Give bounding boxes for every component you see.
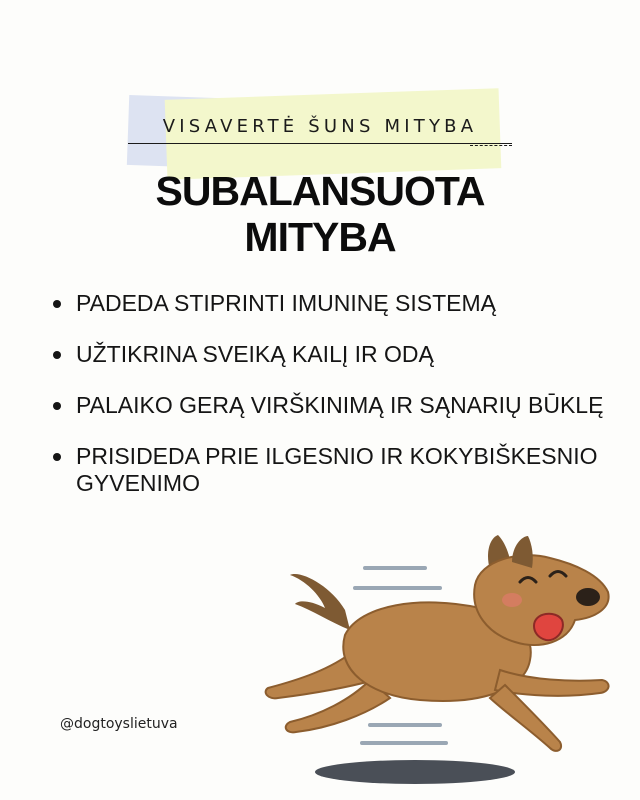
benefit-item: PALAIKO GERĄ VIRŠKINIMĄ IR SĄNARIŲ BŪKLĘ	[48, 392, 608, 419]
social-handle: @dogtoyslietuva	[60, 716, 178, 732]
dog-nose	[576, 588, 600, 606]
benefit-item: UŽTIKRINA SVEIKĄ KAILĮ IR ODĄ	[48, 341, 608, 368]
dog-tail	[290, 574, 350, 630]
running-dog-illustration	[250, 530, 640, 795]
kicker-underline	[128, 143, 512, 144]
ground-shadow	[315, 760, 515, 784]
benefits-list	[48, 290, 608, 521]
benefit-item: PRISIDEDA PRIE ILGESNIO IR KOKYBIŠKESNIO GYVENIMO	[48, 443, 608, 497]
kicker-label: VISAVERTĖ ŠUNS MITYBA	[162, 116, 478, 137]
benefit-item: PADEDA STIPRINTI IMUNINĘ SISTEMĄ	[48, 290, 608, 317]
title-line-1: SUBALANSUOTA	[155, 168, 485, 214]
dog-cheek-blush	[502, 593, 522, 607]
page-title	[0, 168, 640, 260]
kicker-dashed-accent	[470, 145, 512, 146]
title-line-2: MITYBA	[244, 214, 396, 260]
dog-tongue	[534, 614, 563, 640]
